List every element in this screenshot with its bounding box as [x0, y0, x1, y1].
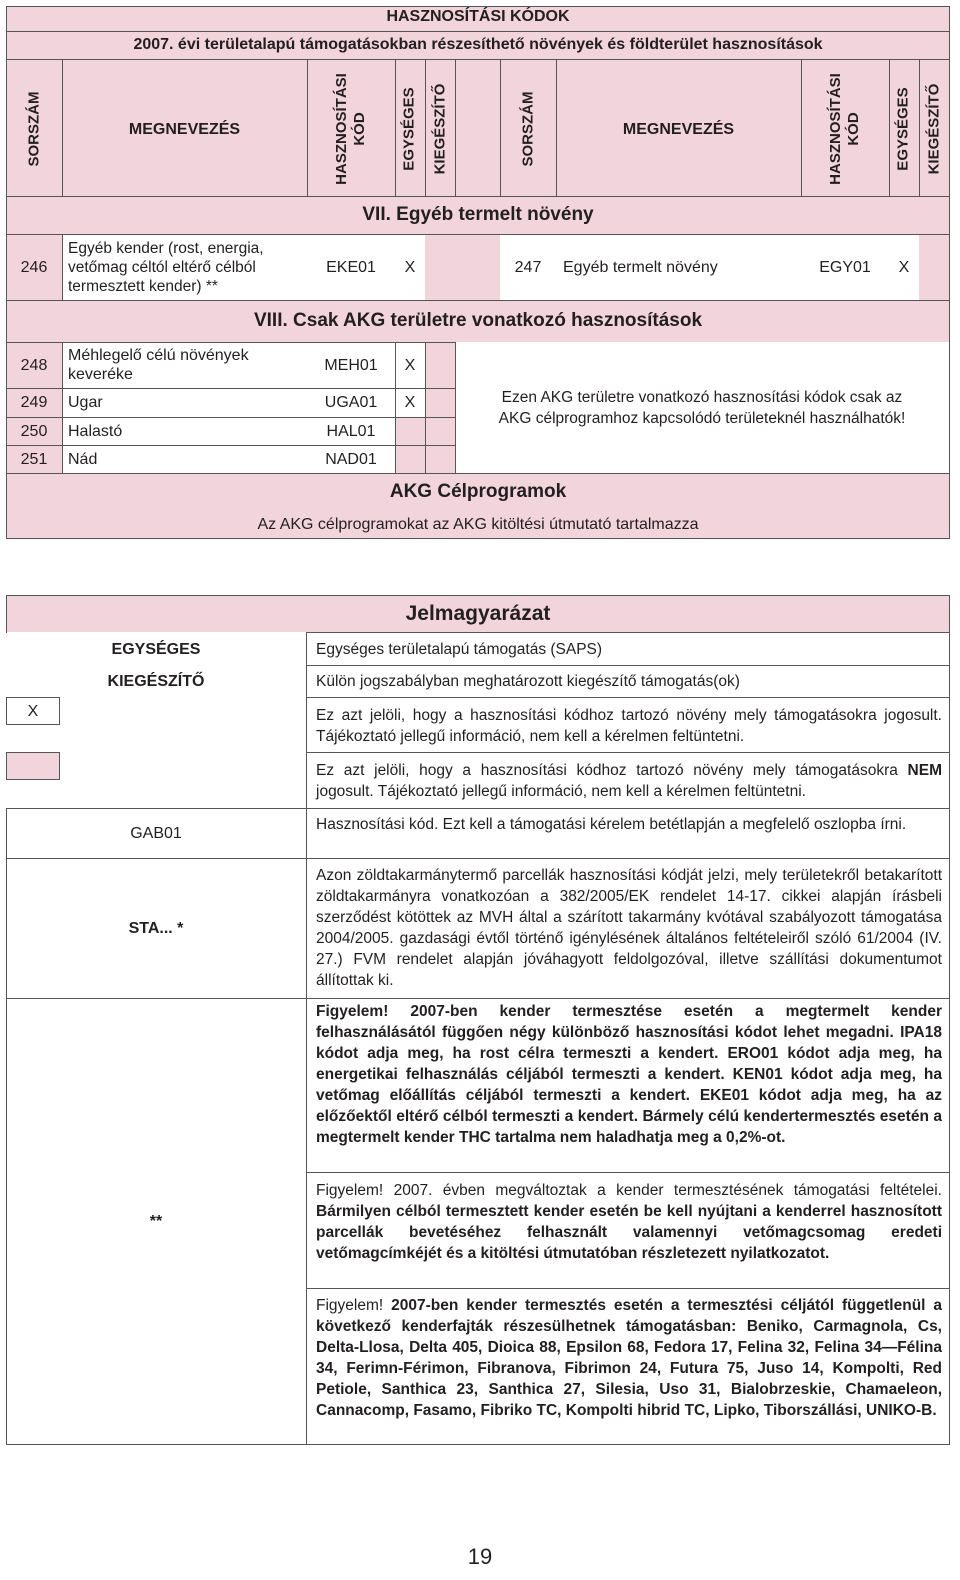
legend-figyelem-2b: Bármilyen célból termesztett kender esetén be kell nyújtani a kenderrel hasznosított parcellák bevetéséhez felhasznált valamennyi vetőmagcsomag eredeti vetőmagcímkéjét és a kitöltési útmutatóban részletezett nyilatkozatot.: [316, 1203, 942, 1262]
row-246-code: EKE01: [326, 258, 376, 276]
row-250-code: HAL01: [326, 422, 376, 440]
legend-title: Jelmagyarázat: [405, 601, 551, 625]
row-247-num: 247: [514, 258, 542, 276]
legend-egyseges-text: Egységes területalapú támogatás (SAPS): [316, 641, 603, 658]
table-subtitle: 2007. évi területalapú támogatásokban részesíthető növények és földterület hasznosítások: [133, 36, 823, 53]
legend-empty-text-nem: NEM: [907, 762, 942, 779]
col-megnevezes-right: MEGNEVEZÉS: [622, 120, 735, 138]
row-249-x: X: [404, 394, 416, 411]
col-sorszam: SORSZÁM: [25, 91, 42, 167]
legend-gab-label: GAB01: [130, 824, 182, 842]
page-number: 19: [467, 1544, 493, 1569]
legend-gab-text: Hasznosítási kód. Ezt kell a támogatási kérelem betétlapján a megfelelő oszlopba írni.: [316, 816, 907, 833]
row-250-num: 250: [20, 422, 48, 440]
row-248-code: MEH01: [324, 356, 378, 374]
legend-sta-text: Azon zöldtakarmánytermő parcellák hasznosítási kódját jelzi, mely területekről betakarított zöldtakarmányra vonatkozóan a 382/2005/EK rendelet 14-17. cikkei alapján írásbeli szerződést kötöttek az MVH által a szárított takarmány kvótával szabályozott támogatása 2004/2005. gazdasági évtől történő igénylésének általános feltételeiről szóló 61/2004 (IV. 27.) FVM rendelet alapján jóváhagyott feldolgozóval, illetve szállítási dokumentumot állítottak ki.: [316, 867, 942, 989]
col-kiegeszito: KIEGÉSZÍTŐ: [431, 83, 448, 175]
row-247-x: X: [898, 258, 910, 276]
legend-figyelem-3b: 2007-ben kender termesztés esetén a termesztési céljától függetlenül a következő kenderfajták részesülhetnek támogatásban: Beniko, Carmagnola, Cs, Delta-Llosa, Delta 405, Dioica 88, Epsilon 68, Fedora 17, Felina 32, Felina 34—Félina 34, Ferimn-Férimon, Fibranova, Fibrimon 24, Futura 75, Juso 14, Kompolti, Red Petiole, Santhica 23, Santhica 27, Silesia, Uso 31, Bialobrzeskie, Chamaeleon, Cannacomp, Fasamo, Fibriko TC, Kompolti hibrid TC, Lipko, Tiborszállási, UNIKO-B.: [316, 1297, 942, 1419]
row-249-num: 249: [20, 394, 48, 411]
row-251-name: Nád: [68, 450, 98, 468]
legend-x-text: Ez azt jelöli, hogy a hasznosítási kódhoz tartozó növény mely támogatásokra jogosult. Tájékoztató jellegű információ, nem kell a kérelmen feltüntetni.: [316, 707, 942, 745]
section-viii-title: VIII. Csak AKG területre vonatkozó hasznosítások: [6, 300, 950, 342]
col-hasznositasi-kod-right: HASZNOSÍTÁSI KÓD: [827, 73, 862, 185]
row-246-num: 246: [20, 258, 48, 276]
legend-sta-label: STA... *: [128, 919, 184, 937]
legend-empty-text-a: Ez azt jelöli, hogy a hasznosítási kódhoz tartozó növény mely támogatásokra: [316, 762, 898, 779]
legend-x-box: X: [6, 697, 60, 725]
section-vii-title: VII. Egyéb termelt növény: [6, 196, 950, 234]
akg-note: Ezen AKG területre vonatkozó hasznosítási kódok csak az AKG célprogramhoz kapcsolódó területeknél használhatók!: [498, 388, 906, 427]
legend-figyelem-3: [316, 1295, 942, 1421]
col-hasznositasi-kod: HASZNOSÍTÁSI KÓD: [333, 73, 368, 185]
row-246-x: X: [404, 258, 416, 276]
legend-empty-text: [316, 760, 942, 802]
akg-title: AKG Célprogramok: [6, 473, 950, 511]
legend-figyelem-1: Figyelem! 2007-ben kender termesztése esetén a megtermelt kender felhasználásától függően négy különböző hasznosítási kódot lehet megadni. IPA18 kódot adja meg, ha rost célra termeszti a kendert. ERO01 kódot adja meg, ha energetikai felhasználás céljából termeszti a kendert. KEN01 kódot adja meg, ha vetőmag előállítás céljából termeszti a kendert. EKE01 kódot adja meg, ha az előzőektől eltérő célból termeszti a kendert. Bármely célú kendertermesztés esetén a megtermelt kender THC tartalma nem haladhatja meg a 0,2%-ot.: [316, 1003, 942, 1146]
legend-empty-box: [6, 752, 60, 780]
col-megnevezes: MEGNEVEZÉS: [128, 120, 241, 138]
row-250-name: Halastó: [68, 422, 123, 440]
legend-egyseges-label: EGYSÉGES: [111, 640, 201, 658]
row-248-num: 248: [20, 356, 48, 374]
row-246-name: Egyéb kender (rost, energia, vetőmag céltól eltérő célból termesztett kender) **: [68, 239, 264, 295]
legend-empty-text-b: jogosult. Tájékoztató jellegű információ, nem kell a kérelmen feltüntetni.: [316, 783, 806, 800]
akg-text: Az AKG célprogramokat az AKG kitöltési útmutató tartalmazza: [6, 511, 950, 538]
table-title: HASZNOSÍTÁSI KÓDOK: [386, 8, 570, 25]
row-251-code: NAD01: [325, 450, 377, 468]
row-247-code: EGY01: [819, 258, 871, 276]
row-249-name: Ugar: [68, 394, 103, 411]
col-egyseges: EGYSÉGES: [401, 87, 418, 171]
row-248-name: Méhlegelő célú növények keveréke: [68, 347, 249, 383]
row-247-name: Egyéb termelt növény: [563, 258, 718, 276]
col-sorszam-right: SORSZÁM: [519, 91, 536, 167]
legend-kiegeszito-text: Külön jogszabályban meghatározott kiegészítő támogatás(ok): [316, 673, 740, 690]
row-249-code: UGA01: [324, 394, 378, 411]
col-egyseges-right: EGYSÉGES: [895, 87, 912, 171]
row-251-num: 251: [20, 450, 48, 468]
legend-figyelem-2a: Figyelem! 2007. évben megváltoztak a kender termesztésének támogatási feltételei.: [316, 1182, 942, 1199]
legend-double-star-label: **: [149, 1212, 163, 1230]
legend-kiegeszito-label: KIEGÉSZÍTŐ: [107, 672, 205, 690]
col-kiegeszito-right: KIEGÉSZÍTŐ: [925, 83, 943, 175]
row-248-x: X: [404, 356, 416, 374]
legend-figyelem-3a: Figyelem!: [316, 1297, 384, 1314]
legend-figyelem-2: [316, 1180, 942, 1264]
